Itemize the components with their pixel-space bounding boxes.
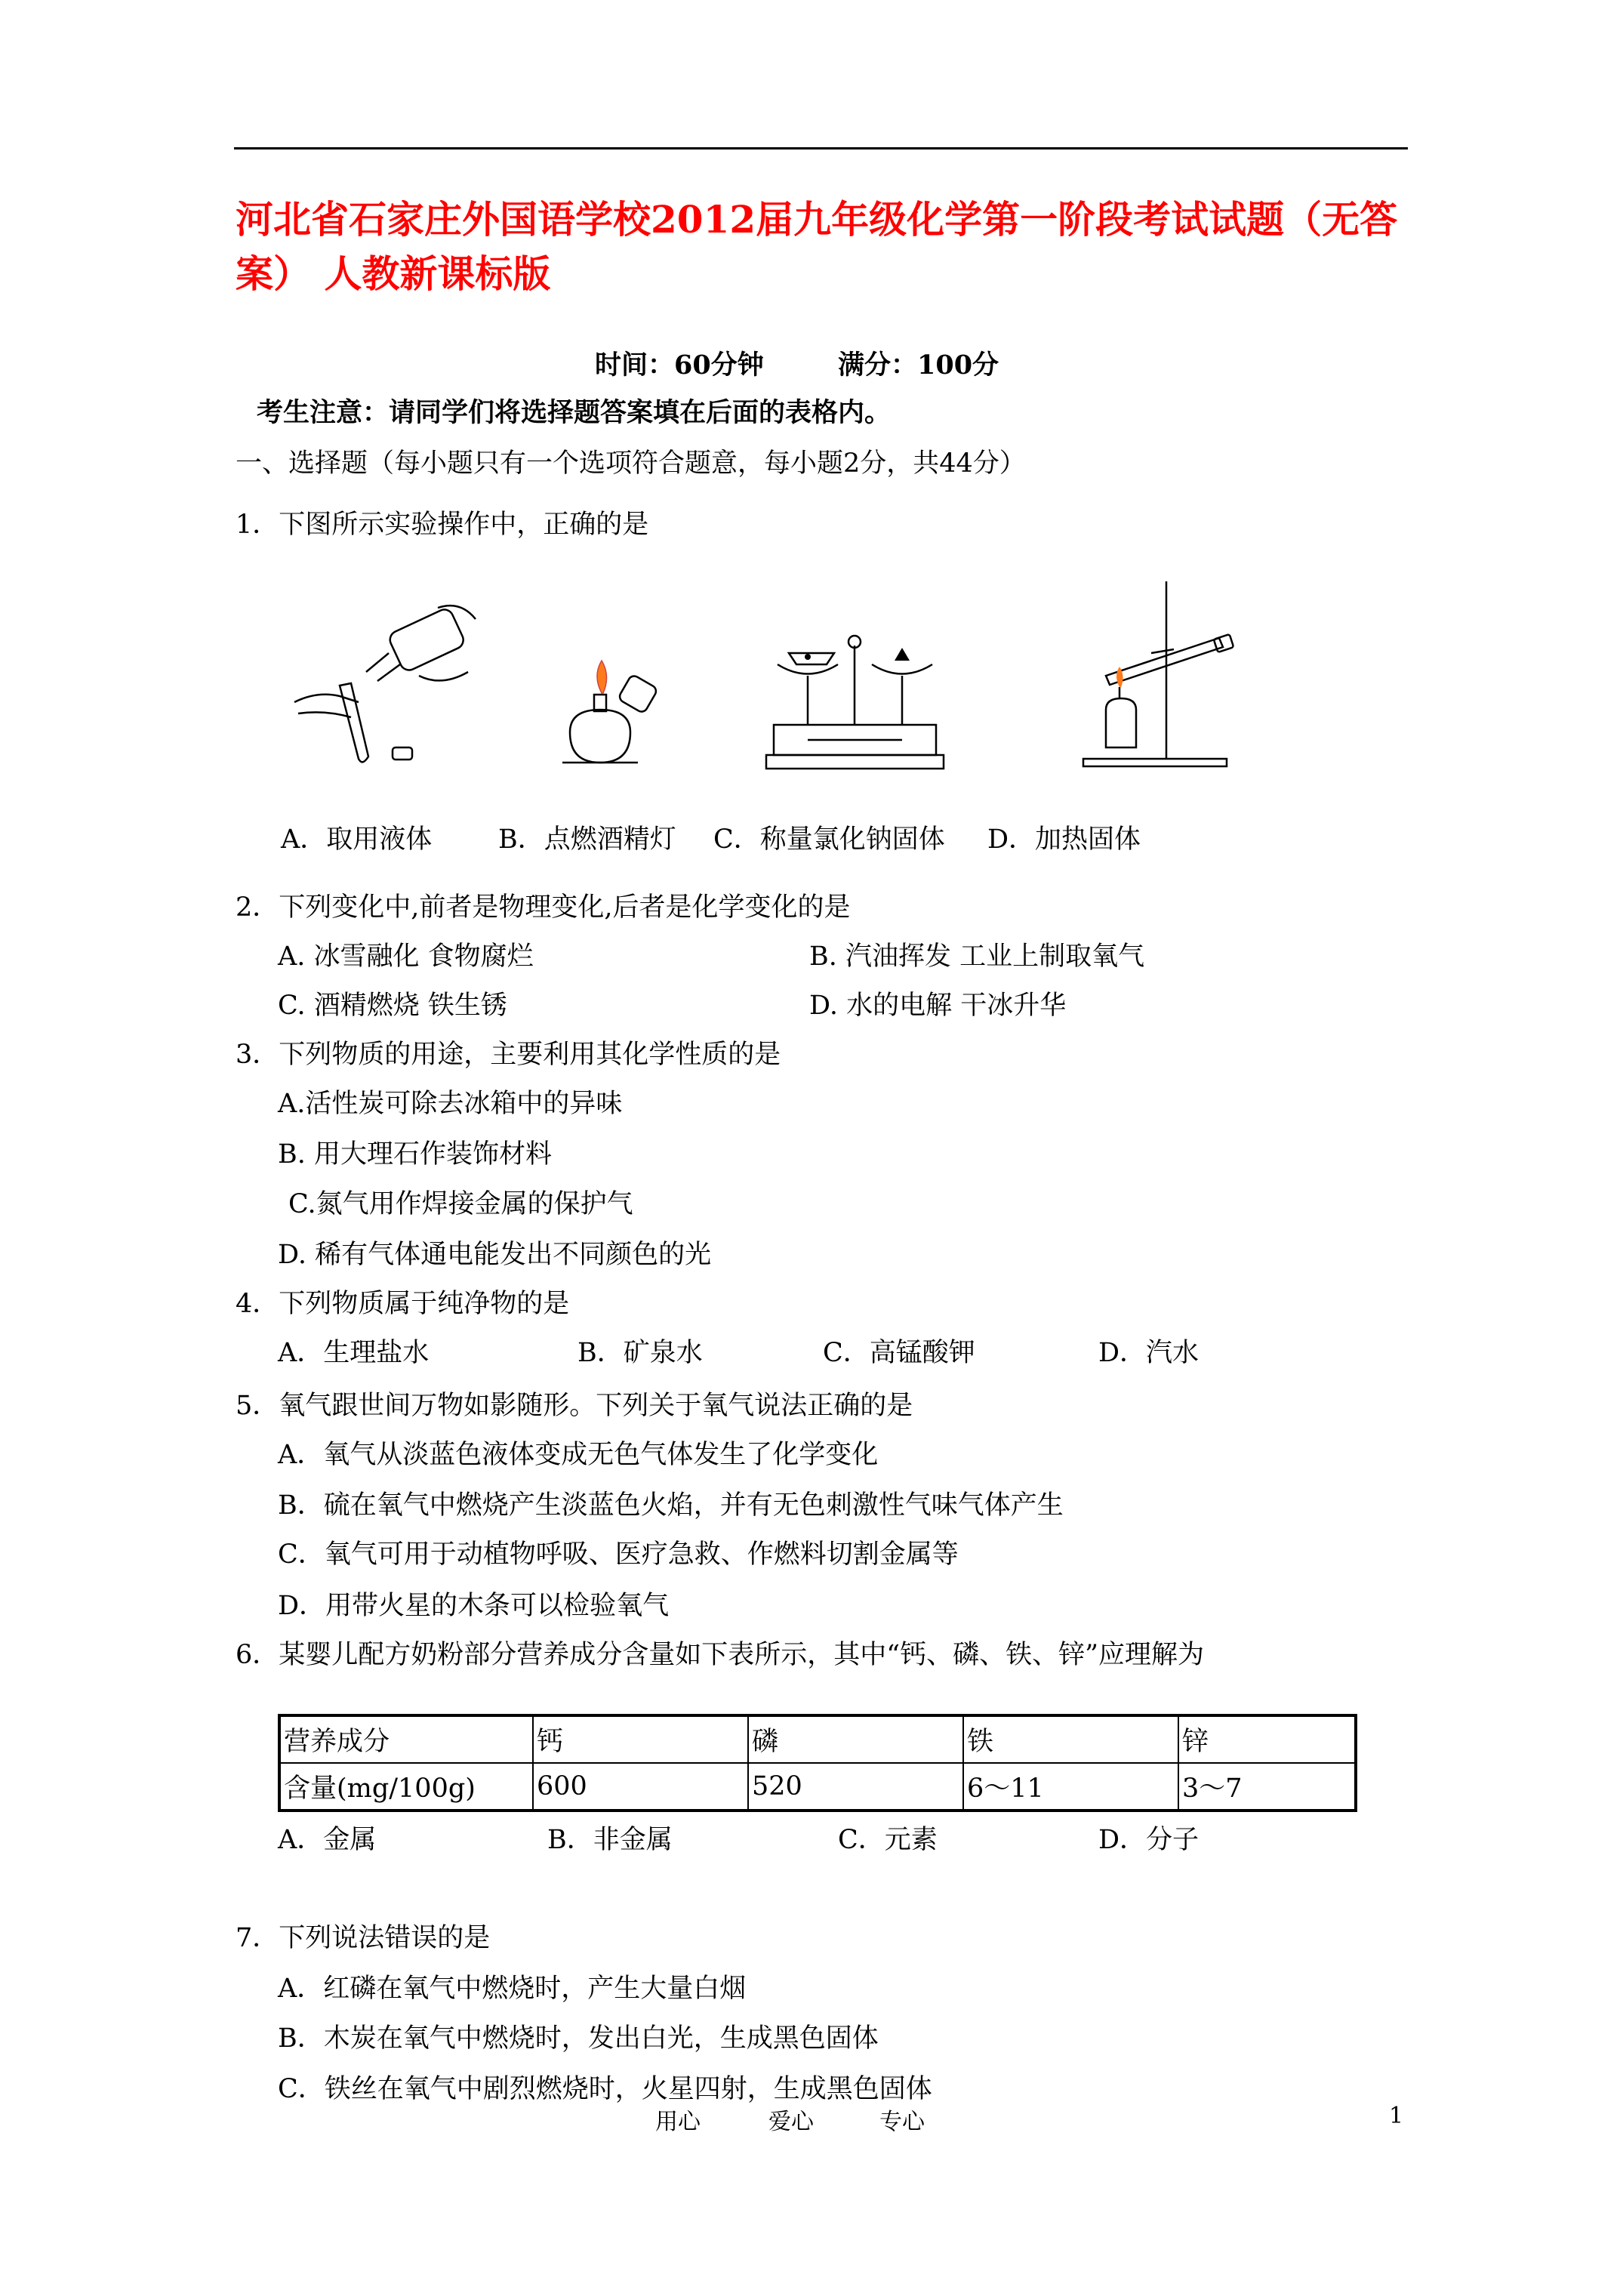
q2-option-a: A. 冰雪融化 食物腐烂 — [278, 942, 534, 972]
table-cell: 营养成分 — [279, 1715, 533, 1763]
q3-option-b: B. 用大理石作装饰材料 — [278, 1139, 552, 1170]
q7-option-b: B．木炭在氧气中燃烧时，发出白光，生成黑色固体 — [278, 2023, 879, 2054]
q1-stem: 1．下图所示实验操作中，正确的是 — [236, 510, 649, 540]
q5-stem: 5．氧气跟世间万物如影随形。下列关于氧气说法正确的是 — [236, 1391, 913, 1421]
table-row — [279, 1763, 1356, 1811]
q6-stem: 6．某婴儿配方奶粉部分营养成分含量如下表所示，其中“钙、磷、铁、锌”应理解为 — [236, 1640, 1205, 1670]
q3-option-c: C.氮气用作焊接金属的保护气 — [288, 1189, 633, 1219]
q5-option-b: B．硫在氧气中燃烧产生淡蓝色火焰，并有无色刺激性气味气体产生 — [278, 1490, 1064, 1521]
nutrition-table — [278, 1714, 1357, 1812]
header-rule — [234, 147, 1408, 149]
q3-stem: 3．下列物质的用途，主要利用其化学性质的是 — [236, 1040, 781, 1070]
table-cell: 600 — [533, 1763, 748, 1811]
footer-motto-1: 用心 — [655, 2109, 701, 2135]
footer-motto-2: 爱心 — [768, 2109, 814, 2135]
heating-solid-figure — [1076, 578, 1249, 770]
q4-option-b: B．矿泉水 — [577, 1338, 703, 1368]
exam-notice: 考生注意：请同学们将选择题答案填在后面的表格内。 — [257, 397, 892, 428]
q3-option-d: D. 稀有气体通电能发出不同颜色的光 — [278, 1240, 712, 1270]
q6-option-c: C．元素 — [838, 1825, 938, 1855]
q3-option-a: A.活性炭可除去冰箱中的异味 — [278, 1089, 623, 1119]
q6-option-d: D．分子 — [1098, 1825, 1200, 1855]
table-cell: 6～11 — [963, 1763, 1178, 1811]
table-cell: 520 — [748, 1763, 963, 1811]
table-cell: 锌 — [1178, 1715, 1356, 1763]
table-cell: 钙 — [533, 1715, 748, 1763]
q4-stem: 4．下列物质属于纯净物的是 — [236, 1289, 570, 1319]
q1-option-c: C．称量氯化钠固体 — [713, 824, 945, 855]
q4-option-c: C．高锰酸钾 — [823, 1338, 975, 1368]
q7-option-a: A．红磷在氧气中燃烧时，产生大量白烟 — [278, 1974, 747, 2004]
table-header-row — [279, 1715, 1356, 1763]
balance-figure — [762, 627, 947, 778]
pour-liquid-figure — [287, 596, 483, 770]
q1-option-a: A．取用液体 — [281, 824, 433, 855]
q5-option-d: D．用带火星的木条可以检验氧气 — [278, 1591, 670, 1621]
q2-option-d: D. 水的电解 干冰升华 — [809, 991, 1067, 1021]
q7-stem: 7．下列说法错误的是 — [236, 1923, 491, 1953]
section-heading: 一、选择题（每小题只有一个选项符合题意，每小题2分，共44分） — [236, 448, 1026, 479]
q4-option-a: A．生理盐水 — [278, 1338, 430, 1368]
q7-option-c: C．铁丝在氧气中剧烈燃烧时，火星四射，生成黑色固体 — [278, 2074, 932, 2104]
page-title: 河北省石家庄外国语学校2012届九年级化学第一阶段考试试题（无答案） 人教新课标版 — [236, 197, 1398, 296]
q6-option-b: B．非金属 — [547, 1825, 673, 1855]
table-cell: 3～7 — [1178, 1763, 1356, 1811]
alcohol-lamp-figure — [547, 649, 668, 774]
table-cell: 磷 — [748, 1715, 963, 1763]
q2-option-b: B. 汽油挥发 工业上制取氧气 — [809, 942, 1145, 972]
time-limit: 时间：60分钟 — [595, 350, 764, 381]
footer-motto-3: 专心 — [879, 2109, 925, 2135]
q4-option-d: D．汽水 — [1098, 1338, 1200, 1368]
full-score: 满分：100分 — [838, 350, 999, 381]
page-number: 1 — [1389, 2103, 1404, 2129]
q2-stem: 2．下列变化中,前者是物理变化,后者是化学变化的是 — [236, 892, 851, 923]
q1-option-d: D．加热固体 — [987, 824, 1141, 855]
table-cell: 铁 — [963, 1715, 1178, 1763]
q1-option-b: B．点燃酒精灯 — [498, 824, 676, 855]
q6-option-a: A．金属 — [278, 1825, 377, 1855]
q5-option-c: C．氧气可用于动植物呼吸、医疗急救、作燃料切割金属等 — [278, 1539, 959, 1570]
table-cell: 含量(mg/100g) — [279, 1763, 533, 1811]
q2-option-c: C. 酒精燃烧 铁生锈 — [278, 991, 507, 1021]
q5-option-a: A．氧气从淡蓝色液体变成无色气体发生了化学变化 — [278, 1440, 879, 1470]
